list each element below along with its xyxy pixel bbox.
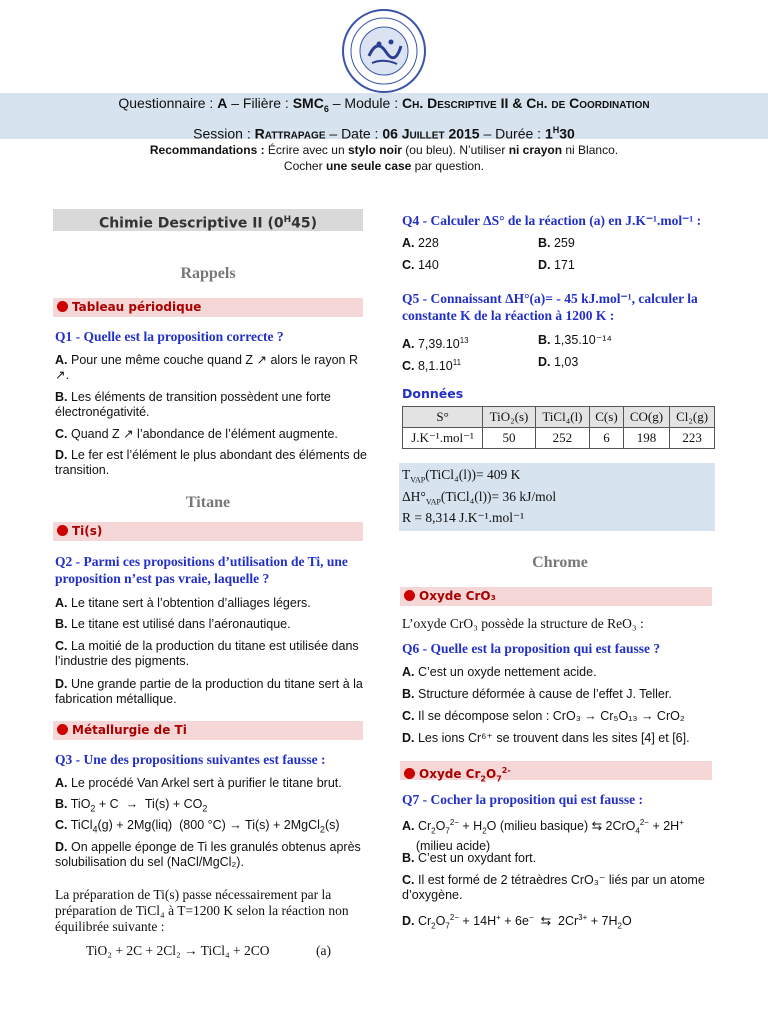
q6-option-a[interactable]: A. C’est un oxyde nettement acide. xyxy=(402,665,597,679)
q3-option-d[interactable]: D. On appelle éponge de Ti les granulés obtenus après solubilisation du sel (NaCl/MgCl₂). xyxy=(55,840,361,869)
section-rappels: Rappels xyxy=(180,265,236,282)
section-chrome: Chrome xyxy=(532,554,588,571)
reaction-a: TiO₂ + 2C + 2Cl₂ → TiCl₄ + 2CO xyxy=(86,943,270,958)
q5-option-c[interactable]: C. 8,1.10$^{11}$ xyxy=(402,358,462,374)
question-q1: Q1 - Quelle est la proposition correcte ? xyxy=(55,329,284,344)
cro3-intro: L’oxyde CrO₃ possède la structure de ReO₃ : xyxy=(402,616,644,631)
q1-option-b[interactable]: B. Les éléments de transition possèdent une forte électronégativité. xyxy=(55,390,331,419)
q7-option-d[interactable]: D. $Cr_2O_7^{2-} + 14H^+ + 6e^-$ ⇆ $2Cr^{3+} + 7H_2O$ xyxy=(402,913,632,931)
q4-option-a[interactable]: A. 228 xyxy=(402,236,439,250)
q5-option-d[interactable]: D. 1,03 xyxy=(538,355,579,369)
q5-option-a[interactable]: A. 7,39.10$^{13}$ xyxy=(402,336,469,352)
recommendations: Recommandations : Écrire avec un stylo noir (ou bleu). N’utiliser ni crayon ni Blanco. Cocher une seule case par question. xyxy=(149,143,619,173)
topic-ti: Ti(s) xyxy=(53,522,363,541)
q4-option-b[interactable]: B. 259 xyxy=(538,236,575,250)
entropy-table xyxy=(402,406,715,449)
q2-option-d[interactable]: D. Une grande partie de la production du titane sert à la fabrication métallique. xyxy=(55,677,363,706)
donnee-tvap: $T_{VAP}(TiCl_4(l))= 409$ K xyxy=(402,467,521,485)
donnee-r: R = 8,314 J.K⁻¹.mol⁻¹ xyxy=(402,510,525,525)
q2-option-c[interactable]: C. La moitié de la production du titane est utilisée dans l’industrie des pigments. xyxy=(55,639,359,668)
alert-icon xyxy=(57,301,68,312)
q4-option-c[interactable]: C. 140 xyxy=(402,258,439,272)
alert-icon xyxy=(404,768,415,779)
header-line-1: Questionnaire : A – Filière : $SMC_6$ – Module : Ch. Descriptive II & Ch. de Coordination xyxy=(118,95,650,114)
preparation-paragraph: La préparation de Ti(s) passe nécessairement par la préparation de TiCl₄ à T=1200 K selon la réaction non équilibrée suivante : xyxy=(55,887,349,934)
alert-icon xyxy=(57,724,68,735)
q5-option-b[interactable]: B. 1,35.10⁻¹⁴ xyxy=(538,333,612,347)
q1-option-a[interactable]: A. Pour une même couche quand Z ↗ alors le rayon R ↗. xyxy=(55,353,358,382)
alert-icon xyxy=(57,525,68,536)
q7-option-b[interactable]: B. C’est un oxydant fort. xyxy=(402,851,537,865)
donnee-dhvap: $\Delta H^\circ_{VAP}(TiCl_4(l))= 36$ kJ/mol xyxy=(402,489,557,507)
q1-option-d[interactable]: D. Le fer est l’élément le plus abondant des éléments de transition. xyxy=(55,448,368,477)
q7-option-a[interactable]: A. $Cr_2O_7^{2-} + H_2O$ (milieu basique) ⇆ 2CrO$_4^{2-}$ + 2H+ (milieu acide) xyxy=(402,818,684,853)
q4-option-d[interactable]: D. 171 xyxy=(538,258,575,272)
table-row: J.K⁻¹.mol⁻¹ 50 252 6 198 223 xyxy=(403,428,715,449)
section-chimie-descriptive: Chimie Descriptive II $(0^H45)$ xyxy=(53,209,363,231)
q3-option-a[interactable]: A. Le procédé Van Arkel sert à purifier le titane brut. xyxy=(55,776,342,790)
university-seal xyxy=(339,8,429,94)
q6-option-d[interactable]: D. Les ions Cr⁶⁺ se trouvent dans les sites [4] et [6]. xyxy=(402,731,690,745)
question-q6: Q6 - Quelle est la proposition qui est fausse ? xyxy=(402,641,661,656)
topic-oxyde-cr2o7: Oxyde $Cr_2O_7^{2-}$ xyxy=(400,761,712,780)
q3-option-c[interactable]: C. TiCl$_4$(g) + 2Mg(liq) (800 °C) → Ti(s) + 2MgCl$_2$(s) xyxy=(55,818,340,835)
exam-header xyxy=(0,93,768,142)
q2-option-a[interactable]: A. Le titane sert à l’obtention d’alliages légers. xyxy=(55,596,311,610)
question-q4: Q4 - Calculer ΔS° de la réaction (a) en J.K⁻¹.mol⁻¹ : xyxy=(402,213,702,228)
q7-option-c[interactable]: C. Il est formé de 2 tétraèdres CrO₃⁻ liés par un atome d’oxygène. xyxy=(402,873,705,902)
header-line-2: Session : Rattrapage – Date : 06 Juillet 2015 – Durée : $1^H30$ xyxy=(193,124,575,142)
q3-option-b[interactable]: B. $TiO_2 + C \to Ti(s) + CO_2$ xyxy=(55,797,208,814)
q6-option-b[interactable]: B. Structure déformée à cause de l’effet J. Teller. xyxy=(402,687,672,701)
q1-option-c[interactable]: C. Quand Z ↗ l’abondance de l’élément augmente. xyxy=(55,427,338,441)
question-q7: Q7 - Cocher la proposition qui est fausse : xyxy=(402,792,644,807)
table-header-row: S° TiO₂(s) TiCl₄(l) C(s) CO(g) Cl₂(g) xyxy=(403,407,715,428)
topic-oxyde-cro3: Oxyde CrO₃ xyxy=(400,587,712,606)
topic-metallurgie: Métallurgie de Ti xyxy=(53,721,363,740)
donnees-box xyxy=(399,463,715,531)
alert-icon xyxy=(404,590,415,601)
question-q3: Q3 - Une des propositions suivantes est fausse : xyxy=(55,752,326,767)
section-titane: Titane xyxy=(185,494,231,511)
reaction-a-label: (a) xyxy=(316,943,331,958)
donnees-label: Données xyxy=(402,386,464,401)
question-q2: Q2 - Parmi ces propositions d’utilisation de Ti, une proposition n’est pas vraie, laquelle ? xyxy=(55,554,348,586)
question-q5: Q5 - Connaissant ΔH°(a)= - 45 kJ.mol⁻¹, calculer la constante K de la réaction à 1200 K : xyxy=(402,291,698,323)
q6-option-c[interactable]: C. Il se décompose selon : CrO₃ → Cr₅O₁₃ → CrO₂ xyxy=(402,709,685,723)
topic-tableau-periodique: Tableau périodique xyxy=(53,298,363,317)
q2-option-b[interactable]: B. Le titane est utilisé dans l’aéronautique. xyxy=(55,617,291,631)
